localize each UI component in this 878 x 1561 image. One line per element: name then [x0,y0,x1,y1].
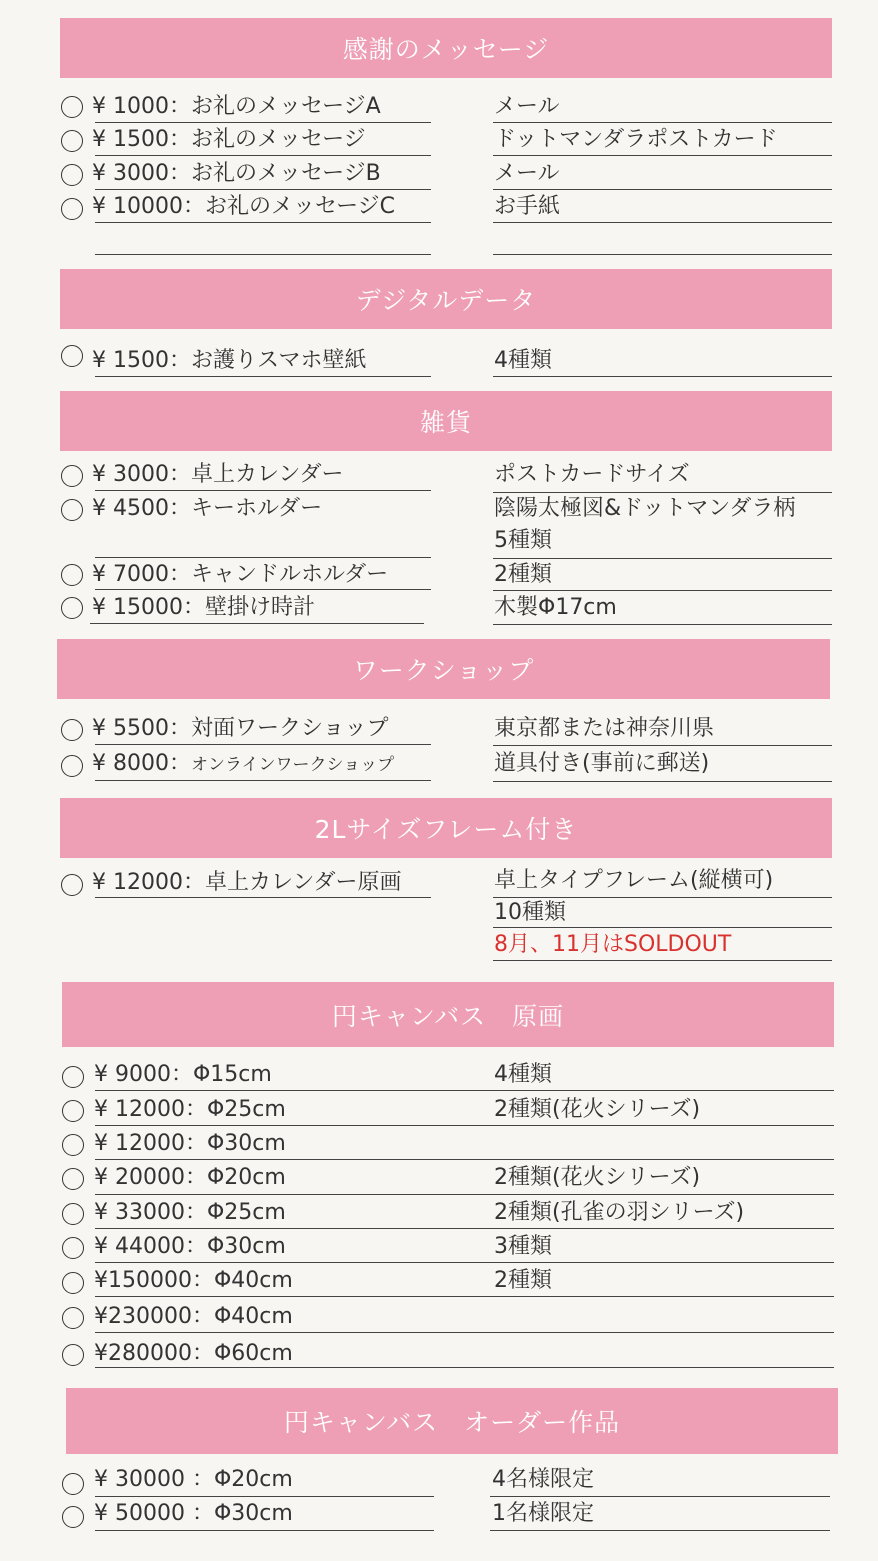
note-label: 木製Φ17cm [494,595,617,620]
section-header-goods: 雑貨 [60,391,832,451]
section-header-order: 円キャンバス オーダー作品 [66,1388,838,1454]
underline [493,781,832,782]
underline [95,189,431,190]
underline [493,624,832,625]
note-label: 2種類(花火シリーズ) [494,1165,701,1190]
underline [95,1228,834,1229]
price-amount: ¥ 8000： [92,751,191,776]
note-label: 10種類 [494,900,566,925]
radio-thanks-3000[interactable] [61,164,83,186]
underline [493,897,832,898]
underline [95,780,431,781]
underline [95,490,431,491]
underline [493,122,832,123]
price-label: ¥280000：Φ60cm [94,1341,293,1366]
price-label: ¥ 5500：対面ワークショップ [92,716,389,741]
section-header-canvas: 円キャンバス 原画 [62,982,834,1047]
radio-workshop-5500[interactable] [61,719,83,741]
radio-canvas-12000-25[interactable] [62,1100,84,1122]
price-label: ¥ 3000：卓上カレンダー [92,462,344,487]
price-label: ¥ 10000：お礼のメッセージC [92,194,396,219]
price-label: ¥ 50000 ：Φ30cm [94,1501,293,1526]
underline [493,558,832,559]
underline [95,1496,434,1497]
price-item-name: オンラインワークショップ [190,755,395,775]
radio-order-50000[interactable] [62,1506,84,1528]
price-label: ¥150000：Φ40cm [94,1268,293,1293]
price-label: ¥ 9000：Φ15cm [94,1062,272,1087]
radio-goods-15000[interactable] [61,597,83,619]
price-label: ¥ 33000：Φ25cm [94,1200,286,1225]
radio-thanks-10000[interactable] [61,198,83,220]
underline [493,189,832,190]
underline [95,376,431,377]
price-label: ¥ 1500：お護りスマホ壁紙 [92,348,367,373]
radio-canvas-12000-30[interactable] [62,1134,84,1156]
note-label: 2種類 [494,562,552,587]
underline [95,744,431,745]
note-label: 2種類(花火シリーズ) [494,1097,701,1122]
radio-order-30000[interactable] [62,1473,84,1495]
radio-goods-4500[interactable] [61,499,83,521]
underline [95,1332,834,1333]
radio-canvas-150000[interactable] [62,1272,84,1294]
underline [493,745,832,746]
underline [95,1125,834,1126]
radio-digital-1500[interactable] [61,345,83,367]
note-label: 卓上タイプフレーム(縦横可) [494,868,774,893]
note-label: メール [494,94,560,119]
underline [95,1296,834,1297]
soldout-note: 8月、11月はSOLDOUT [494,932,732,957]
radio-canvas-20000[interactable] [62,1168,84,1190]
price-label: ¥ 1000：お礼のメッセージA [92,94,381,119]
note-label: お手紙 [494,194,561,219]
note-label: 5種類 [494,528,552,553]
note-label: 東京都または神奈川県 [494,716,715,741]
section-header-thanks: 感謝のメッセージ [60,18,832,78]
underline [490,1530,830,1531]
price-label: ¥ 12000：Φ30cm [94,1131,286,1156]
underline [95,122,431,123]
note-label: 4種類 [494,348,552,373]
note-label: 4名様限定 [492,1467,594,1492]
radio-goods-7000[interactable] [61,564,83,586]
underline [490,1496,830,1497]
section-header-workshop: ワークショップ [57,639,830,699]
section-header-frame: 2Lサイズフレーム付き [60,798,832,858]
underline [493,376,832,377]
note-label: 4種類 [494,1062,552,1087]
price-label: ¥ 4500：キーホルダー [92,496,323,521]
underline [493,927,832,928]
price-label: ¥230000：Φ40cm [94,1304,293,1329]
radio-canvas-9000[interactable] [62,1066,84,1088]
radio-goods-3000[interactable] [61,465,83,487]
price-label: ¥ 12000：Φ25cm [94,1097,286,1122]
radio-thanks-1000[interactable] [61,96,83,118]
underline [493,960,832,961]
radio-canvas-280000[interactable] [62,1344,84,1366]
underline [95,1262,834,1263]
price-label: ¥ 15000：壁掛け時計 [92,595,315,620]
radio-canvas-230000[interactable] [62,1307,84,1329]
price-label [92,751,394,778]
radio-frame-12000[interactable] [61,874,83,896]
underline [95,589,431,590]
underline [95,897,431,898]
price-label: ¥ 20000：Φ20cm [94,1165,286,1190]
price-label: ¥ 30000 ：Φ20cm [94,1467,293,1492]
underline-blank [95,254,431,255]
radio-canvas-33000[interactable] [62,1203,84,1225]
note-label: ポストカードサイズ [494,462,690,487]
underline [95,1194,834,1195]
underline-blank [493,254,832,255]
price-label: ¥ 44000：Φ30cm [94,1234,286,1259]
underline [493,155,832,156]
underline [493,590,832,591]
note-label: 2種類(孔雀の羽シリーズ) [494,1200,745,1225]
price-label: ¥ 7000：キャンドルホルダー [92,562,389,587]
underline [95,1367,834,1368]
underline [95,1159,834,1160]
radio-thanks-1500[interactable] [61,130,83,152]
note-label: 道具付き(事前に郵送) [494,751,710,776]
underline [493,222,832,223]
note-label: 陰陽太極図&ドットマンダラ柄 [494,496,796,521]
price-label: ¥ 1500：お礼のメッセージ [92,127,366,152]
price-label: ¥ 12000：卓上カレンダー原画 [92,870,402,895]
note-label: メール [494,161,560,186]
underline [95,155,431,156]
underline [95,1090,834,1091]
radio-workshop-8000[interactable] [61,755,83,777]
note-label: 3種類 [494,1234,552,1259]
note-label: 2種類 [494,1268,552,1293]
section-header-digital: デジタルデータ [60,269,832,329]
underline [95,1530,434,1531]
underline [90,623,424,624]
price-label: ¥ 3000：お礼のメッセージB [92,161,381,186]
radio-canvas-44000[interactable] [62,1237,84,1259]
underline [493,492,832,493]
note-label: ドットマンダラポストカード [494,127,778,152]
underline [95,222,431,223]
note-label: 1名様限定 [492,1501,594,1526]
underline [95,557,431,558]
